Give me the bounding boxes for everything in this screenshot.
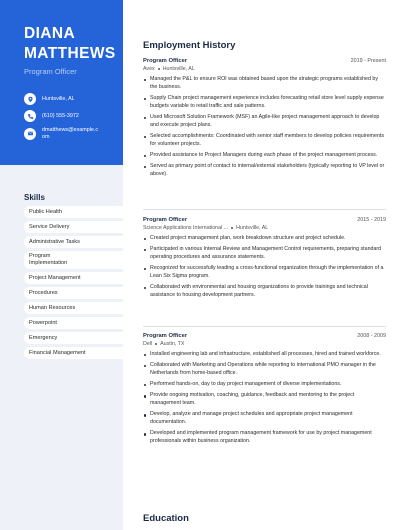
job-company: Avex — [143, 66, 155, 72]
skills-list — [24, 206, 123, 362]
skill-item: Human Resources — [24, 302, 123, 314]
job-entry — [143, 217, 386, 303]
separator-dot — [231, 227, 233, 229]
job-bullet: Selected accomplishments: Coordinated with senior staff members to develop policies requirements for volunteer projects. — [143, 133, 386, 149]
skill-item — [24, 251, 123, 269]
contact-location — [24, 93, 75, 105]
skill-item-line-1: Program — [29, 253, 51, 259]
job-company: Dell — [143, 341, 153, 347]
skill-item: Powerpoint — [24, 317, 123, 329]
job-bullet: Provided assistance to Project Managers during each phase of the project management process. — [143, 152, 386, 160]
location-pin-icon — [24, 93, 36, 105]
employment-heading: Employment History — [143, 40, 236, 51]
job-location: Huntsville, AL — [162, 66, 195, 72]
job-bullet: Installed engineering lab and infrastructure, established all processes, hired and trained workforce. — [143, 351, 386, 359]
job-location: Huntsville, AL — [236, 225, 269, 231]
job-bullet: Develop, analyze and manage project schedules and appropriate project management documentation. — [143, 411, 386, 427]
job-title: Program Officer — [143, 58, 188, 64]
job-bullet: Collaborated with Marketing and Operations while reporting to international PMO manager in the Netherlands from home-based office. — [143, 362, 386, 378]
phone-text: (610) 555-3972 — [42, 112, 79, 119]
job-bullet: Used Microsoft Solution Framework (MSF) an Agile-like project management approach to develop and execute project plans. — [143, 114, 386, 130]
job-bullet: Collaborated with environmental and housing organizations to provide trainings and technical assistance to housing development partners. — [143, 284, 386, 300]
job-bullet: Served as primary point of contact to internal/external stakeholders (typically reporting to VP level or above). — [143, 163, 386, 179]
skill-item: Financial Management — [24, 347, 123, 359]
job-bullet: Recognized for successfully leading a cross-functional organization through the implementation of a Lean Six Sigma program. — [143, 265, 386, 281]
skill-item-line-2: Implementation — [29, 260, 68, 266]
contact-phone[interactable] — [24, 110, 79, 122]
separator-dot — [155, 343, 157, 345]
job-company-line — [143, 225, 386, 231]
first-name: DIANA — [24, 25, 76, 42]
job-title: Program Officer — [143, 333, 188, 339]
job-bullet: Performed hands-on, day to day project management of diverse implementations. — [143, 381, 386, 389]
job-bullet: Created project management plan, work breakdown structure and project schedule. — [143, 235, 386, 243]
email-line-1: dmatthews@example.c — [42, 127, 99, 133]
job-bullets — [143, 76, 386, 179]
skill-item: Public Health — [24, 206, 123, 218]
skill-item: Procedures — [24, 287, 123, 299]
contact-email[interactable] — [24, 127, 98, 140]
job-bullet: Provide ongoing motivation, coaching, guidance, feedback and mentoring to the project management team. — [143, 392, 386, 408]
candidate-name — [24, 24, 116, 64]
education-heading: Education — [143, 513, 189, 524]
job-entry — [143, 58, 386, 182]
skill-item: Service Delivery — [24, 221, 123, 233]
divider — [143, 326, 386, 327]
skill-item: Administrative Tasks — [24, 236, 123, 248]
job-location: Austin, TX — [160, 341, 185, 347]
job-dates: 2015 - 2019 — [357, 217, 386, 223]
email-line-2: om — [42, 133, 50, 140]
job-bullets — [143, 351, 386, 446]
skills-heading: Skills — [24, 193, 45, 202]
candidate-title: Program Officer — [24, 67, 77, 76]
phone-icon — [24, 110, 36, 122]
job-bullet: Developed and implemented program management framework for use by project management professionals within business organization. — [143, 430, 386, 446]
job-title: Program Officer — [143, 217, 188, 223]
skill-item: Project Management — [24, 272, 123, 284]
location-text: Huntsville, AL — [42, 95, 75, 102]
job-company: Science Applications International ... — [143, 225, 229, 231]
divider — [143, 209, 386, 210]
job-company-line — [143, 66, 386, 72]
job-bullets — [143, 235, 386, 300]
last-name: MATTHEWS — [24, 45, 116, 62]
job-dates: 2019 - Present — [350, 58, 386, 64]
job-bullet: Supply Chain project management experience includes forecasting retail store level supply expense budgets variable to retail traffic and sale patterns. — [143, 95, 386, 111]
skill-item: Emergency — [24, 332, 123, 344]
separator-dot — [158, 68, 160, 70]
job-bullet: Managed the P&L to ensure ROI was obtained based upon the strategic programs established by the business. — [143, 76, 386, 92]
mail-icon — [24, 128, 36, 140]
job-company-line — [143, 341, 386, 347]
job-dates: 2008 - 2009 — [357, 333, 386, 339]
job-entry — [143, 333, 386, 449]
job-bullet: Participated in various Internal Review and Management Control requirements, preparing standard operating procedures and assurance statements. — [143, 246, 386, 262]
email-text — [42, 127, 98, 140]
